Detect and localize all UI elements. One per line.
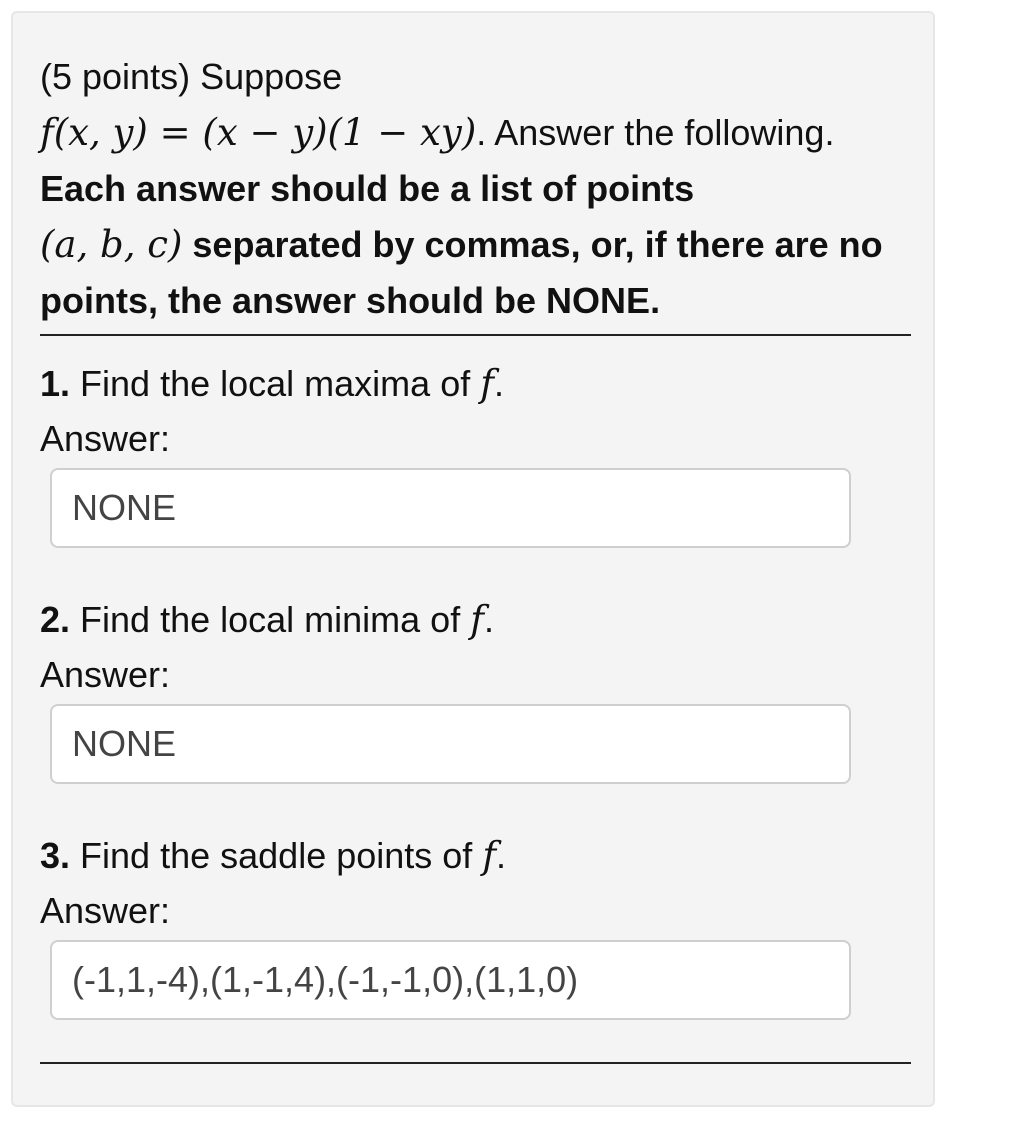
function-definition: f(x, y) = (x − y)(1 − xy) — [40, 111, 477, 154]
problem-statement — [40, 49, 920, 329]
question-3-number: 3. — [40, 835, 71, 876]
question-2-period: . — [483, 599, 494, 640]
question-1-symbol: f — [480, 362, 494, 405]
question-1-period: . — [493, 363, 504, 404]
question-card — [11, 11, 935, 1107]
question-3-period: . — [496, 835, 507, 876]
question-2-symbol: f — [470, 598, 484, 641]
question-1 — [40, 362, 504, 405]
answer-1-input[interactable] — [50, 468, 851, 548]
instruction-part-2: separated by commas, or, if there are no points, the answer should be NONE. — [40, 224, 883, 321]
answer-2-label: Answer: — [40, 654, 171, 695]
question-3-symbol: f — [482, 834, 497, 877]
points-and-suppose: (5 points) Suppose — [40, 56, 343, 97]
answer-1-label: Answer: — [40, 418, 171, 459]
answer-2-input[interactable] — [50, 704, 851, 784]
question-3 — [40, 834, 506, 877]
answer-the-following-text: . Answer the following. — [476, 112, 835, 153]
divider-bottom — [40, 1062, 911, 1064]
answer-3-label: Answer: — [40, 890, 171, 931]
question-2 — [40, 598, 494, 641]
question-1-number: 1. — [40, 363, 71, 404]
tuple-notation: (a, b, c) — [40, 223, 183, 266]
question-2-text: Find the local minima of — [80, 599, 461, 640]
question-1-text: Find the local maxima of — [80, 363, 471, 404]
question-3-text: Find the saddle points of — [80, 835, 473, 876]
divider-top — [40, 334, 911, 336]
answer-3-input[interactable] — [50, 940, 851, 1020]
question-2-number: 2. — [40, 599, 71, 640]
instruction-part-1: Each answer should be a list of points — [40, 168, 695, 209]
